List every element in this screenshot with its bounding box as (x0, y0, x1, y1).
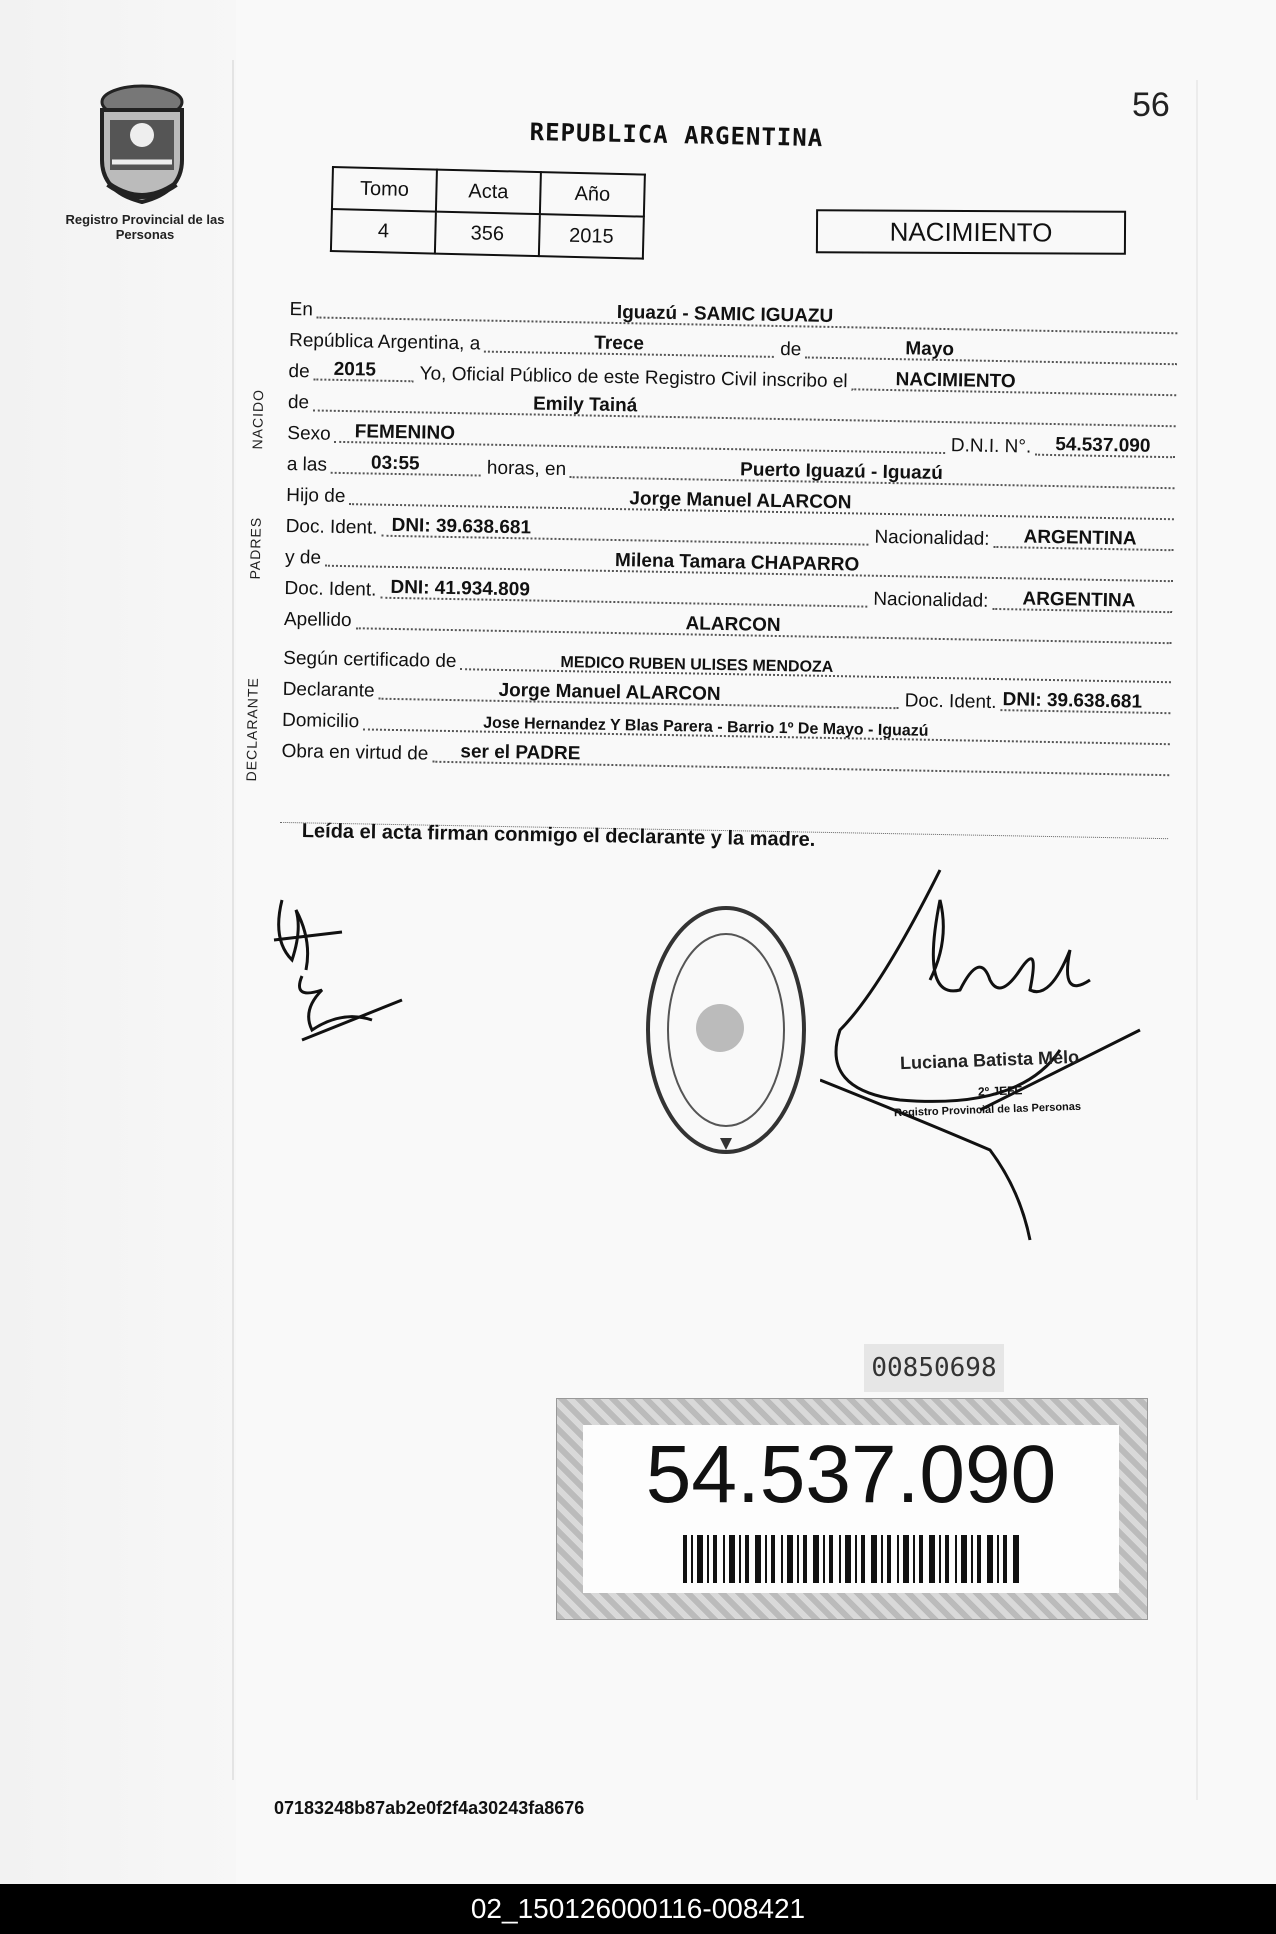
declarant-value: Jorge Manuel ALARCON (498, 679, 721, 705)
table-cell: 356 (435, 212, 540, 257)
table-cell: 4 (331, 209, 436, 254)
address-value: Jose Hernandez Y Blas Parera - Barrio 1º De Mayo - Iguazú (483, 714, 929, 740)
field-label: Domicilio (281, 709, 360, 733)
sticker-dni-number: 54.537.090 (645, 1429, 1057, 1520)
father-nationality-value: ARGENTINA (1023, 526, 1137, 550)
field-value-area (313, 358, 413, 382)
page-number: 56 (1132, 86, 1170, 124)
table-header: Acta (436, 170, 541, 215)
sticker-panel (583, 1425, 1119, 1593)
field-label: de (287, 391, 310, 414)
fold-line (1196, 80, 1198, 1800)
official-seal (636, 900, 816, 1160)
section-label-padres: PADRES (246, 516, 264, 580)
field-label: D.N.I. N°. (950, 435, 1032, 458)
mother-doc-value: DNI: 41.934.809 (390, 576, 531, 601)
field-label: horas, en (486, 457, 567, 481)
declarant-doc-value: DNI: 39.638.681 (1002, 689, 1143, 713)
mother-nationality-value: ARGENTINA (1022, 588, 1136, 612)
signer-organization: Registro Provincial de las Personas (893, 1100, 1082, 1120)
mother-value: Milena Tamara CHAPARRO (614, 550, 860, 576)
logo-caption: Registro Provincial de las Personas (65, 212, 225, 242)
father-doc-value: DNI: 39.638.681 (391, 514, 532, 539)
left-margin-strip (0, 0, 236, 1884)
footer-id-bar: 02_150126000116-008421 (0, 1884, 1276, 1934)
field-value-area (331, 452, 481, 477)
signer-role: 2º JEFE (977, 1083, 1023, 1099)
field-value-area (992, 588, 1172, 613)
sex-value: FEMENINO (354, 421, 456, 445)
field-label: República Argentina, a (288, 329, 481, 355)
form-body (242, 290, 1178, 782)
field-label: Nacionalidad: (874, 526, 990, 550)
month-value: Mayo (905, 338, 955, 361)
document-hash: 07183248b87ab2e0f2f4a30243fa8676 (274, 1798, 585, 1818)
field-label: Obra en virtud de (281, 740, 429, 765)
tomo-acta-table (330, 166, 646, 260)
field-label: Apellido (283, 608, 352, 632)
field-label: Hijo de (286, 484, 346, 508)
section-label-nacido: NACIDO (249, 388, 267, 450)
barcode (683, 1535, 1023, 1583)
document-title: REPUBLICA ARGENTINA (529, 118, 824, 153)
birth-place-value: Puerto Iguazú - Iguazú (739, 459, 943, 484)
act-type-value: NACIMIENTO (895, 369, 1016, 393)
field-label: Yo, Oficial Público de este Registro Civil inscribo el (419, 363, 848, 393)
table-header: Año (540, 172, 645, 217)
field-label: Declarante (282, 678, 375, 702)
certificate-value: MEDICO RUBEN ULISES MENDOZA (560, 654, 834, 677)
field-value-area (851, 368, 1176, 396)
time-value: 03:55 (370, 452, 420, 475)
child-dni-value: 54.537.090 (1055, 434, 1151, 457)
serial-number: 00850698 (864, 1344, 1004, 1392)
field-label: Doc. Ident. (284, 577, 377, 601)
field-label: de (779, 338, 802, 361)
surname-value: ALARCON (685, 613, 781, 637)
field-label: Doc. Ident. (285, 515, 378, 539)
record-type-box: NACIMIENTO (816, 209, 1126, 255)
table-cell: 2015 (539, 214, 644, 259)
field-label: Sexo (287, 422, 331, 445)
field-label: de (288, 360, 310, 383)
signer-name: Luciana Batista Melo (899, 1046, 1080, 1074)
closing-statement: Leída el acta firman conmigo el declarante y la madre. (301, 820, 816, 851)
year-value: 2015 (333, 358, 377, 381)
field-value-area (1000, 689, 1170, 714)
capacity-value: ser el PADRE (460, 741, 581, 765)
table-header: Tomo (332, 167, 437, 212)
field-value-area (1035, 434, 1175, 459)
field-label: En (289, 298, 314, 321)
field-value-area (484, 331, 774, 358)
section-label-declarante: DECLARANTE (242, 677, 261, 782)
field-label: Según certificado de (283, 647, 457, 673)
provincial-logo (86, 80, 198, 206)
father-value: Jorge Manuel ALARCON (629, 488, 852, 514)
field-label: y de (284, 546, 322, 569)
field-label: a las (286, 453, 328, 476)
child-name-value: Emily Tainá (532, 393, 638, 417)
field-label: Nacionalidad: (873, 588, 989, 612)
field-value-area (805, 336, 1177, 365)
place-value: Iguazú - SAMIC IGUAZU (616, 301, 834, 327)
dni-sticker (556, 1398, 1148, 1620)
field-label: Doc. Ident. (904, 690, 997, 714)
day-value: Trece (594, 332, 645, 355)
fold-line (232, 60, 234, 1780)
field-value-area (993, 526, 1173, 551)
handwritten-signature-left (262, 880, 412, 1060)
